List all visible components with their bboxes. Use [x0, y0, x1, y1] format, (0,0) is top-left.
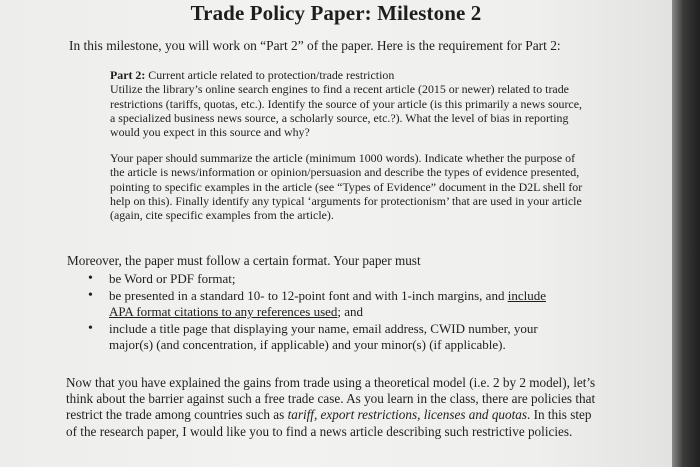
- part2-requirement: [110, 68, 590, 139]
- part2-body: Utilize the library’s online search engines to find a recent article (2015 or newer) related to trade restrictions (tariffs, quotas, etc.). Identify the source of your article (is this primarily a news source, a specialized business news source, a scholarly source, etc.?). What the level of bias in reporting would you expect in this source and why?: [110, 82, 582, 140]
- bullet-text: include a title page that displaying your name, email address, CWID number, your major(s) (and concentration, if applicable) and your minor(s) (if applicable).: [109, 321, 538, 352]
- closing-paragraph: [66, 375, 596, 440]
- part2-heading: Current article related to protection/trade restriction: [145, 68, 395, 82]
- bullet-text: be Word or PDF format;: [109, 271, 236, 286]
- policy-terms: tariff, export restrictions, licenses and quotas: [287, 407, 527, 423]
- closing-text: Now that you have explained the gains from trade using a theoretical model (i.e. 2 by 2 model), let’s think about the barrier against such a free trade case. As you learn in the class, there are policies that restrict the trade among countries such as: [66, 375, 596, 423]
- format-requirements-list: [88, 271, 558, 354]
- part2-label: Part 2:: [110, 68, 146, 82]
- intro-text: In this milestone, you will work on “Part 2” of the paper. Here is the requirement for Part 2:: [69, 38, 561, 53]
- list-item: [88, 271, 558, 286]
- apa-citation-link[interactable]: include APA format citations to any references used: [109, 288, 546, 319]
- closing-text-end: . In this step of the research paper, I would like you to find a news article describing such restrictive policies.: [66, 407, 592, 439]
- format-intro: Moreover, the paper must follow a certain format. Your paper must: [67, 253, 421, 268]
- list-item: [88, 288, 558, 319]
- bullet-text-suffix: ; and: [337, 303, 364, 319]
- summary-paragraph: Your paper should summarize the article (minimum 1000 words). Indicate whether the purpose of the article is news/information or opinion/persuasion and describe the types of evidence presented, pointing to specific examples in the article (see “Types of Evidence” document in the D2L shell for help on this). Finally identify any typical ‘arguments for protectionism’ that are used in your article (again, cite specific examples from the article).: [110, 151, 583, 223]
- page-title: Trade Policy Paper: Milestone 2: [190, 1, 482, 25]
- page-edge-shadow: [672, 0, 700, 467]
- bullet-text: be presented in a standard 10- to 12-point font and with 1-inch margins, and: [109, 288, 508, 304]
- list-item: [88, 321, 558, 352]
